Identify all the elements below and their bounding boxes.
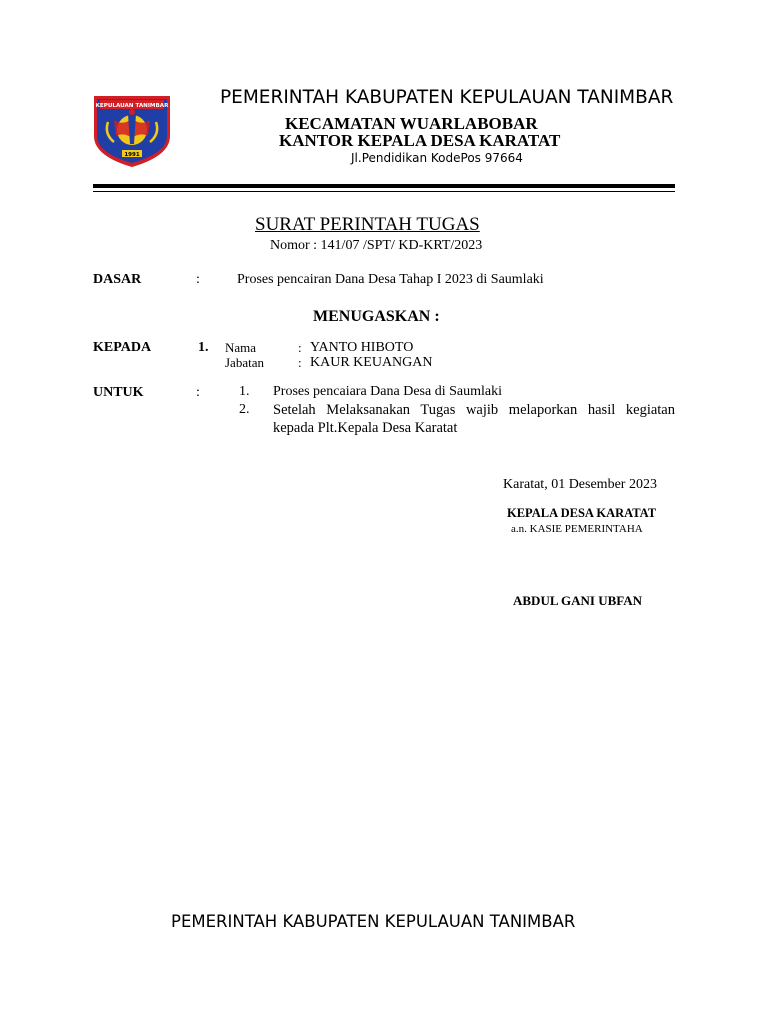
jabatan-colon: : (298, 355, 302, 370)
footer-government: PEMERINTAH KABUPATEN KEPULAUAN TANIMBAR (171, 912, 576, 931)
jabatan-label: Jabatan (225, 355, 264, 370)
logo-label: KEPULAUAN TANIMBAR (95, 103, 169, 109)
kepada-label: KEPADA (93, 340, 152, 355)
header-divider-thick (93, 184, 675, 188)
nama-label: Nama (225, 340, 257, 355)
task-number: 1. (239, 384, 250, 399)
government-header: PEMERINTAH KABUPATEN KEPULAUAN TANIMBAR (220, 87, 674, 108)
on-behalf-of: a.n. KASIE PEMERINTAHA (511, 523, 643, 535)
letter-number: Nomor : 141/07 /SPT/ KD-KRT/2023 (270, 238, 483, 253)
office-address: Jl.Pendidikan KodePos 97664 (351, 151, 523, 165)
place-date: Karatat, 01 Desember 2023 (503, 477, 657, 492)
task-text: Proses pencaiara Dana Desa di Saumlaki (273, 384, 502, 399)
dasar-value: Proses pencairan Dana Desa Tahap I 2023 di Saumlaki (237, 272, 544, 287)
signatory-name: ABDUL GANI UBFAN (513, 593, 643, 608)
header-divider-thin (93, 191, 675, 192)
task-text: Setelah Melaksanakan Tugas wajib melaporkan hasil kegiatan kepada Plt.Kepala Desa Karatat (273, 402, 675, 436)
jabatan-value: KAUR KEUANGAN (310, 355, 433, 370)
untuk-label: UNTUK (93, 385, 144, 400)
task-number: 2. (239, 402, 250, 417)
nama-colon: : (298, 340, 302, 355)
dasar-label: DASAR (93, 272, 142, 287)
signatory-title: KEPALA DESA KARATAT (507, 506, 657, 520)
letter-title: SURAT PERINTAH TUGAS (255, 214, 480, 235)
district-header: KECAMATAN WUARLABOBAR (285, 114, 538, 133)
dasar-colon: : (196, 272, 200, 287)
kepada-number: 1. (198, 340, 209, 355)
office-header: KANTOR KEPALA DESA KARATAT (279, 131, 561, 150)
nama-value: YANTO HIBOTO (310, 340, 414, 355)
logo-year: 1991 (124, 151, 140, 158)
menugaskan-heading: MENUGASKAN : (313, 308, 440, 325)
untuk-colon: : (196, 385, 200, 400)
regency-coat-of-arms-logo (92, 92, 172, 168)
